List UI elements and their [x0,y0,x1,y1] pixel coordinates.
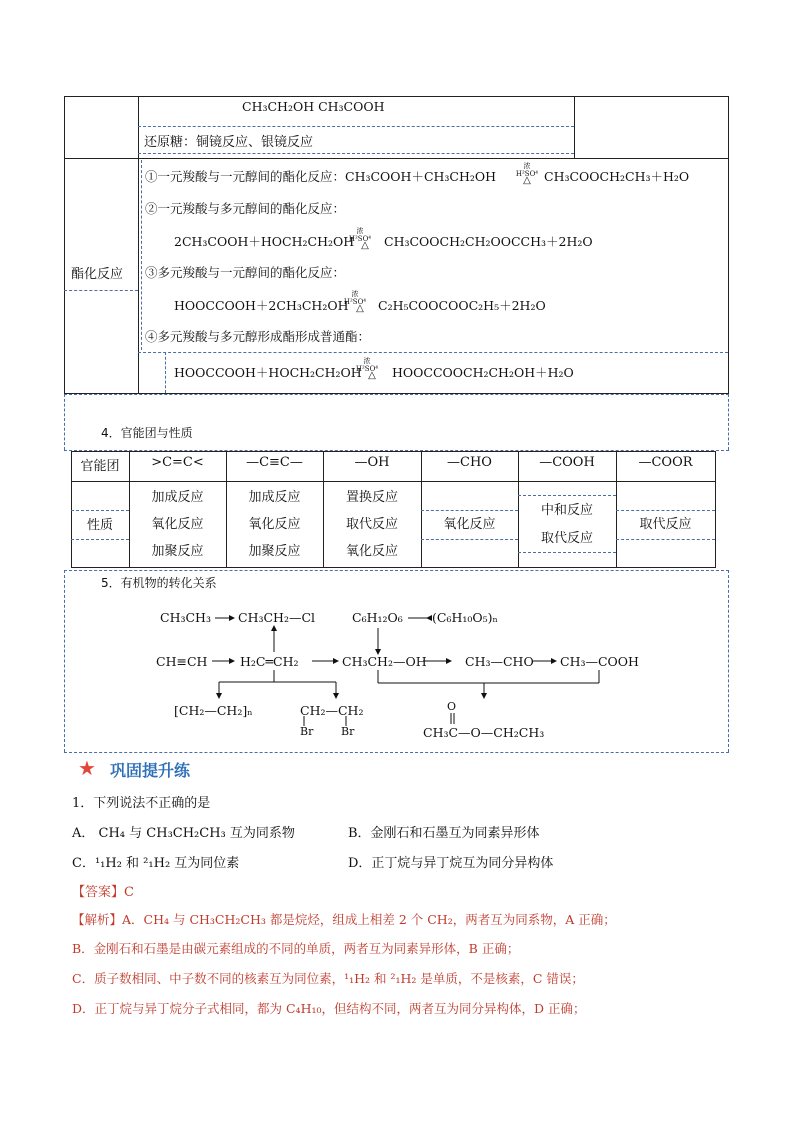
heat-symbol: △ [368,370,376,381]
analysis-line-4: D．正丁烷与异丁烷分子式相同，都为 C₄H₁₀，但结构不同，两者互为同分异构体，D 正确； [72,1001,586,1016]
star-icon: ★ [78,756,96,780]
property-item: 置换反应 [345,490,398,505]
property-item: 氧化反应 [151,517,204,532]
analysis-line-3: C．质子数相同、中子数不同的核素互为同位素，¹₁H₂ 和 ²₁H₂ 是单质，不是核素，C 错误； [72,971,584,986]
node-acetic-acid: CH₃—COOH [560,654,639,669]
property-item: 取代反应 [540,531,593,546]
node-polyethylene: [CH₂—CH₂]ₙ [174,703,253,718]
eq4-product: HOOCCOOCH₂CH₂OH＋H₂O [392,365,574,380]
ester-item-1: ①一元羧酸与一元醇间的酯化反应：CH₃COOH＋CH₃CH₂OH [145,169,497,184]
section-5-title: 5．有机物的转化关系 [101,576,217,590]
node-ethyl-acetate: CH₃C—O—CH₂CH₃ [423,725,545,740]
property-item: 加成反应 [248,490,301,505]
option-d[interactable]: D．正丁烷与异丁烷互为同分异构体 [348,856,554,871]
group-alkyne: —C≡C— [246,455,303,470]
section-4-title: 4．官能团与性质 [101,426,193,440]
practice-heading: 巩固提升练 [110,761,191,780]
node-dibromoethane: CH₂—CH₂ [300,703,364,718]
property-item: 取代反应 [345,517,398,532]
ester-item-2: ②一元羧酸与多元醇间的酯化反应： [145,201,346,216]
node-chloroethane: CH₃CH₂—Cl [238,610,316,625]
node-starch: (C₆H₁₀O₅)ₙ [432,610,498,625]
group-ester: —COOR [638,455,693,470]
header-functional-group: 官能团 [80,459,120,474]
group-hydroxyl: —OH [354,455,390,470]
analysis-line-2: B．金刚石和石墨是由碳元素组成的不同的单质，两者互为同素异形体，B 正确； [72,941,520,956]
node-ethene: H₂C═CH₂ [240,654,299,669]
node-ethane: CH₃CH₃ [160,610,211,625]
node-ethanol: CH₃CH₂—OH [342,654,427,669]
option-b[interactable]: B．金刚石和石墨互为同素异形体 [348,826,540,841]
node-glucose: C₆H₁₂O₆ [352,610,403,625]
eq3-product: C₂H₅COOCOOC₂H₅＋2H₂O [378,298,546,313]
heat-symbol: △ [361,240,369,251]
node-br-2: Br [341,725,355,738]
question-1: 1．下列说法不正确的是 [72,796,211,811]
eq3-left: HOOCCOOH＋2CH₃CH₂OH [174,298,349,313]
group-alkene: >C=C< [151,455,204,470]
option-a[interactable]: A． CH₄ 与 CH₃CH₂CH₃ 互为同系物 [72,826,295,841]
node-ester-oxygen: O [447,700,457,713]
eq2-left: 2CH₃COOH＋HOCH₂CH₂OH [174,234,355,249]
catalyst-label: 浓 H²SO⁴ [515,162,539,178]
option-c[interactable]: C．¹₁H₂ 和 ²₁H₂ 互为同位素 [72,856,240,871]
ester-item-4: ④多元羧酸与多元醇形成酯形成普通酯： [145,329,371,344]
catalyst-label: 浓 H²SO⁴ [355,357,379,373]
catalyst-label: 浓 H²SO⁴ [343,290,367,306]
property-item: 加成反应 [151,490,204,505]
eq2-product: CH₃COOCH₂CH₂OOCCH₃＋2H₂O [384,234,593,249]
ester-item-3: ③多元羧酸与一元醇间的酯化反应： [145,265,346,280]
property-item: 氧化反应 [443,517,496,532]
node-acetaldehyde: CH₃—CHO [465,654,534,669]
group-carboxyl: —COOH [539,455,595,470]
group-aldehyde: —CHO [447,455,492,470]
property-item: 中和反应 [540,503,593,518]
analysis-line-1: 【解析】A．CH₄ 与 CH₃CH₂CH₃ 都是烷烃，组成上相差 2 个 CH₂，两者互为同系物，A 正确； [72,912,616,927]
property-item: 氧化反应 [345,544,398,559]
eq4-left: HOOCCOOH＋HOCH₂CH₂OH [174,365,362,380]
catalyst-label: 浓 H²SO⁴ [348,227,372,243]
property-label: 性质 [86,518,113,533]
heat-symbol: △ [523,175,531,186]
property-item: 加聚反应 [248,544,301,559]
esterification-label: 酯化反应 [71,267,124,282]
eq1-product: CH₃COOCH₂CH₃＋H₂O [544,169,690,184]
heat-symbol: △ [356,303,364,314]
node-ethyne: CH≡CH [156,654,208,669]
answer-line: 【答案】C [72,885,134,900]
row1-formula: CH₃CH₂OH CH₃COOH [242,99,385,114]
property-item: 加聚反应 [151,544,204,559]
property-item: 取代反应 [639,517,692,532]
property-item: 氧化反应 [248,517,301,532]
node-br-1: Br [300,725,314,738]
reducing-sugar-text: 还原糖：铜镜反应、银镜反应 [144,135,314,150]
